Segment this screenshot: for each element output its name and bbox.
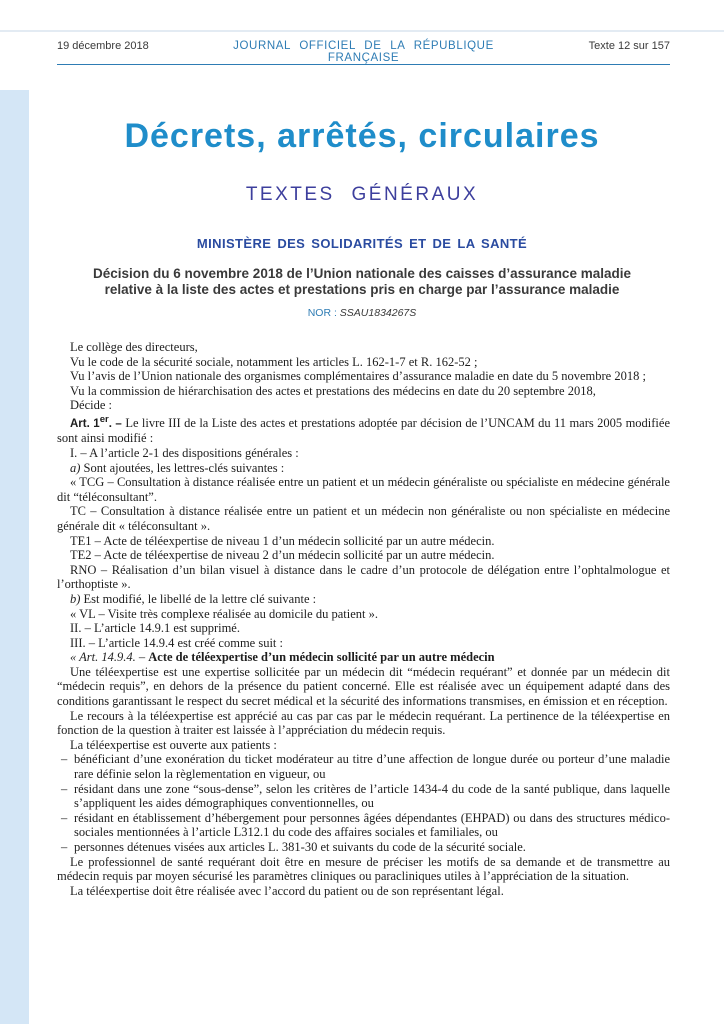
decision-title-line2: relative à la liste des actes et prestations pris en charge par l’assurance maladie: [104, 282, 620, 297]
article-1-text: Le livre III de la Liste des actes et prestations adoptée par décision de l’UNCAM du 11 mars 2005 modifiée sont ainsi modifié :: [57, 415, 670, 446]
paragraph-key-te1: TE1 – Acte de téléexpertise de niveau 1 d’un médecin sollicité par un autre médecin.: [70, 533, 495, 548]
paragraph-key-vl: « VL – Visite très complexe réalisée au domicile du patient ».: [70, 606, 378, 621]
bullet-dash: –: [61, 840, 68, 855]
paragraph-vu-2: Vu l’avis de l’Union nationale des organismes complémentaires d’assurance maladie en date du 5 novembre 2018 ;: [70, 369, 646, 384]
decision-title: [0, 266, 724, 298]
scan-left-margin-band: [0, 90, 29, 1024]
bullet-item-ehpad: [57, 811, 670, 840]
paragraph-article-1: [57, 413, 670, 446]
paragraph-item-a: [57, 461, 670, 476]
paragraph-ouverte-patients: La téléexpertise est ouverte aux patients :: [70, 737, 277, 752]
bullet-text: résidant en établissement d’hébergement pour personnes âgées dépendantes (EHPAD) ou dans des structures médico-sociales mentionnées à l’article L312.1 du code des affaires sociales et familiales, ou: [74, 810, 670, 840]
paragraph-key-rno: RNO – Réalisation d’un bilan visuel à distance dans le cadre d’un protocole de délégation entre l’ophtalmologue et l’orthoptiste ».: [57, 562, 670, 592]
bullet-dash: –: [61, 781, 68, 796]
header-divider-rule: [57, 64, 670, 65]
bullet-dash: –: [61, 752, 68, 767]
nor-label: NOR :: [307, 307, 340, 319]
main-title: Décrets, arrêtés, circulaires: [124, 117, 600, 155]
bullet-item-ald: [57, 752, 670, 781]
text-reference: Texte 12 sur 157: [588, 40, 670, 52]
article-1-superscript: er: [99, 413, 109, 425]
paragraph-key-tc: TC – Consultation à distance réalisée entre un patient et un médecin non généraliste ou non spécialiste en médecine générale dit « téléconsultant ».: [57, 504, 670, 533]
nor-value: SSAU1834267S: [339, 307, 417, 319]
paragraph-teleexpertise-definition: Une téléexpertise est une expertise sollicitée par un médecin dit “médecin requérant” et donnée par un médecin dit “médecin requis”, en dehors de la présence du patient concerné. Elle est réalisée avec un équipement adapté dans des conditions garantissant le respect du secret médical et la sécurité des informations transmises, en émission et en réception.: [57, 664, 670, 709]
item-b-text: Est modifié, le libellé de la lettre clé suivante :: [80, 591, 317, 606]
bullet-text: bénéficiant d’une exonération du ticket modérateur au titre d’une affection de longue durée ou porteur d’une maladie rare définie selon la règlementation en vigueur, ou: [74, 752, 670, 782]
ministry-title: MINISTÈRE DES SOLIDARITÉS ET DE LA SANTÉ: [196, 236, 528, 251]
page-top-edge: [0, 30, 724, 32]
paragraph-item-II: II. – L’article 14.9.1 est supprimé.: [70, 621, 240, 636]
article-14-9-4-marker: « Art. 14.9.4. –: [70, 650, 149, 665]
paragraph-college: Le collège des directeurs,: [70, 340, 198, 354]
paragraph-professionnel: Le professionnel de santé requérant doit être en mesure de préciser les motifs de sa demande et de transmettre au médecin requis par moyen sécurisé les paramètres cliniques ou paracliniques utiles à l’appréciation de la situation.: [57, 854, 670, 884]
bullet-item-detenus: [57, 840, 670, 855]
bullet-item-zone-sous-dense: [57, 782, 670, 811]
item-a-text: Sont ajoutées, les lettres-clés suivantes :: [80, 460, 285, 475]
item-b-marker: b): [70, 591, 81, 606]
page-header: [57, 40, 670, 64]
bullet-text: résidant dans une zone “sous-dense”, selon les critères de l’article 1434-4 du code de la santé publique, dans laquelle s’appliquent les aides démographiques conventionnelles, ou: [74, 781, 670, 811]
article-1-label: Art. 1er. –: [70, 413, 126, 430]
paragraph-vu-1: Vu le code de la sécurité sociale, notamment les articles L. 162-1-7 et R. 162-52 ;: [70, 354, 478, 369]
section-title: TEXTES GÉNÉRAUX: [245, 184, 479, 205]
paragraph-item-III: III. – L’article 14.9.4 est créé comme suit :: [70, 635, 284, 650]
issue-date: 19 décembre 2018: [57, 40, 149, 52]
paragraph-decide: Décide :: [70, 398, 112, 413]
article-14-9-4-title: Acte de téléexpertise d’un médecin sollicité par un autre médecin: [148, 650, 495, 665]
paragraph-vu-3: Vu la commission de hiérarchisation des actes et prestations des médecins en date du 20 septembre 2018,: [70, 383, 596, 398]
paragraph-key-tcg: « TCG – Consultation à distance réalisée entre un patient et un médecin généraliste ou spécialiste en médecine générale dit “téléconsultant”.: [57, 475, 670, 504]
nor-line: [0, 307, 724, 319]
paragraph-item-b: [57, 592, 670, 607]
document-body: [57, 340, 670, 898]
item-a-marker: a): [70, 460, 81, 475]
decision-title-line1: Décision du 6 novembre 2018 de l’Union nationale des caisses d’assurance maladie: [93, 266, 631, 281]
paragraph-article-14-9-4: [57, 650, 670, 665]
journal-title: JOURNAL OFFICIEL DE LA RÉPUBLIQUE FRANÇAISE: [233, 40, 494, 64]
paragraph-key-te2: TE2 – Acte de téléexpertise de niveau 2 d’un médecin sollicité par un autre médecin.: [70, 548, 495, 563]
bullet-text: personnes détenues visées aux articles L. 381-30 et suivants du code de la sécurité sociale.: [74, 840, 526, 855]
paragraph-accord-patient: La téléexpertise doit être réalisée avec l’accord du patient ou de son représentant légal.: [70, 883, 504, 898]
bullet-dash: –: [61, 810, 68, 825]
paragraph-item-I: I. – A l’article 2-1 des dispositions générales :: [70, 445, 299, 460]
paragraph-recours: Le recours à la téléexpertise est apprécié au cas par cas par le médecin requérant. La pertinence de la téléexpertise en fonction de la question à traiter est laissée à l’appréciation du médecin requis.: [57, 708, 670, 738]
